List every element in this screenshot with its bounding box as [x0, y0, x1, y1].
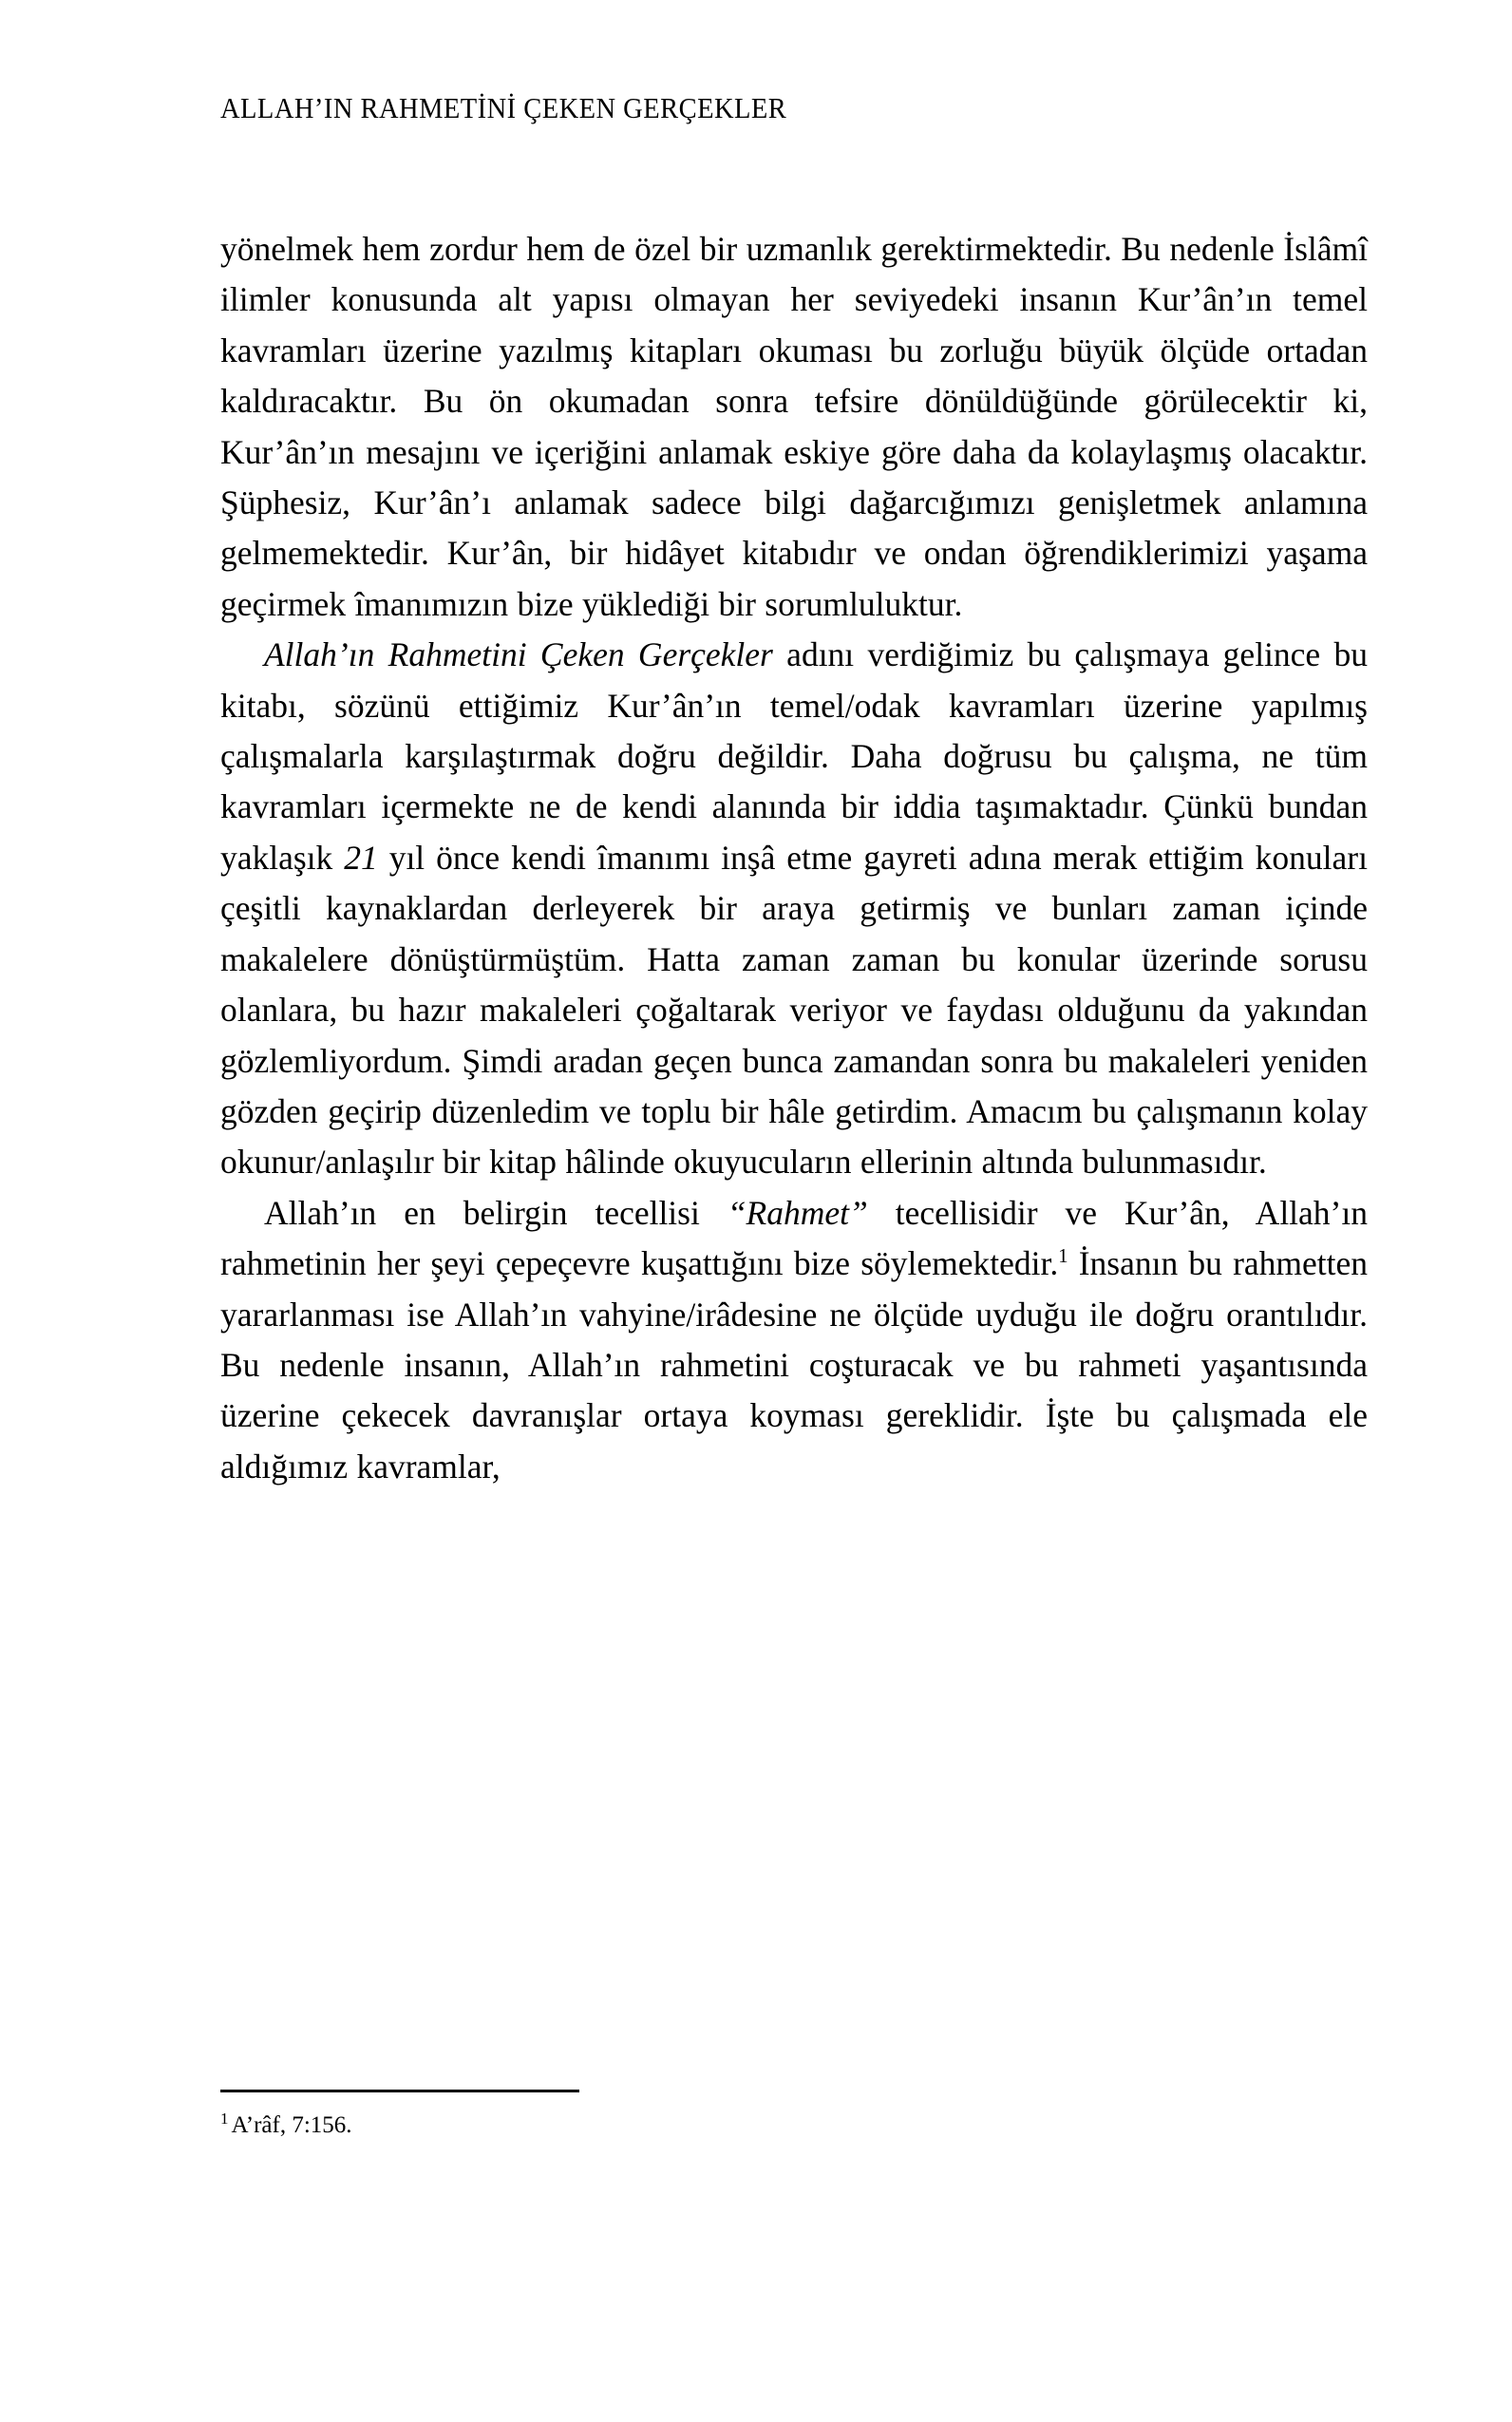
body-text-run: tecellisidir ve Kur’ân, Allah’ın rahmetinin her şeyi çepeçevre kuşattığını bize söylemektedir. — [220, 1193, 1368, 1283]
footnote-list — [220, 2110, 1368, 2142]
running-header: ALLAH’IN RAHMETİNİ ÇEKEN GERÇEKLER — [220, 91, 787, 124]
emphasized-text: 21 — [344, 838, 378, 877]
body-text-run: İnsanın bu rahmetten yararlanması ise Allah’ın vahyine/irâdesine ne ölçüde uyduğu ile doğru orantılıdır. Bu nedenle insanın, Allah’ın rahmetini coşturacak ve bu rahmeti yaşantısında üzerine çekecek davranışlar ortaya koyması gereklidir. İşte bu çalışmada ele aldığımız kavramlar, — [220, 1244, 1369, 1485]
footnote-item — [220, 2110, 1368, 2142]
body-text-run: yönelmek hem zordur hem de özel bir uzmanlık gerektirmektedir. Bu nedenle İslâmî ilimler konusunda alt yapısı olmayan her seviyedeki insanın Kur’ân’ın temel kavramları üzerine yazılmış kitapları okuması bu zorluğu büyük ölçüde ortadan kaldıracaktır. Bu ön okumadan sonra tefsire dönüldüğünde görülecektir ki, Kur’ân’ın mesajını ve içeriğini anlamak eskiye göre daha da kolaylaşmış olacaktır. Şüphesiz, Kur’ân’ı anlamak sadece bilgi dağarcığımızı genişletmek anlamına gelmemektedir. Kur’ân, bir hidâyet kitabıdır ve ondan öğrendiklerimizi yaşama geçirmek îmanımızın bize yüklediği bir sorumluluktur. — [220, 230, 1368, 623]
paragraph — [220, 630, 1368, 1187]
body-text-block — [220, 224, 1368, 1492]
body-text-run: Allah’ın en belirgin tecellisi — [264, 1193, 728, 1232]
body-text-run: yıl önce kendi îmanımı inşâ etme gayreti adına merak ettiğim konuları çeşitli kaynaklardan derleyerek bir araya getirmiş ve bunları zaman içinde makalelere dönüştürmüştüm. Hatta zaman zaman bu konular üzerinde sorusu olanlara, bu hazır makaleleri çoğaltarak veriyor ve faydası olduğunu da yakından gözlemliyordum. Şimdi aradan geçen bunca zamandan sonra bu makaleleri yeniden gözden geçirip düzenledim ve toplu bir hâle getirdim. Amacım bu çalışmanın kolay okunur/anlaşılır bir kitap hâlinde okuyucuların ellerinin altında bulunmasıdır. — [220, 838, 1368, 1182]
footnote-area — [220, 2090, 1368, 2142]
paragraph — [220, 1188, 1368, 1492]
footnote-text: A’râf, 7:156. — [231, 2112, 352, 2138]
body-text-run: adını verdiğimiz bu çalışmaya gelince bu kitabı, sözünü ettiğimiz Kur’ân’ın temel/odak kavramları üzerine yapılmış çalışmalarla karşılaştırmak doğru değildir. Daha doğrusu bu çalışma, ne tüm kavramları içermekte ne de kendi alanında bir iddia taşımaktadır. Çünkü bundan yaklaşık — [220, 635, 1369, 877]
footnote-reference-marker: 1 — [1058, 1246, 1068, 1268]
footnote-separator-rule — [220, 2090, 579, 2092]
emphasized-text: Allah’ın Rahmetini Çeken Gerçekler — [264, 635, 773, 674]
footnote-marker: 1 — [220, 2109, 229, 2128]
emphasized-text: “Rahmet” — [727, 1193, 868, 1232]
paragraph — [220, 224, 1368, 630]
